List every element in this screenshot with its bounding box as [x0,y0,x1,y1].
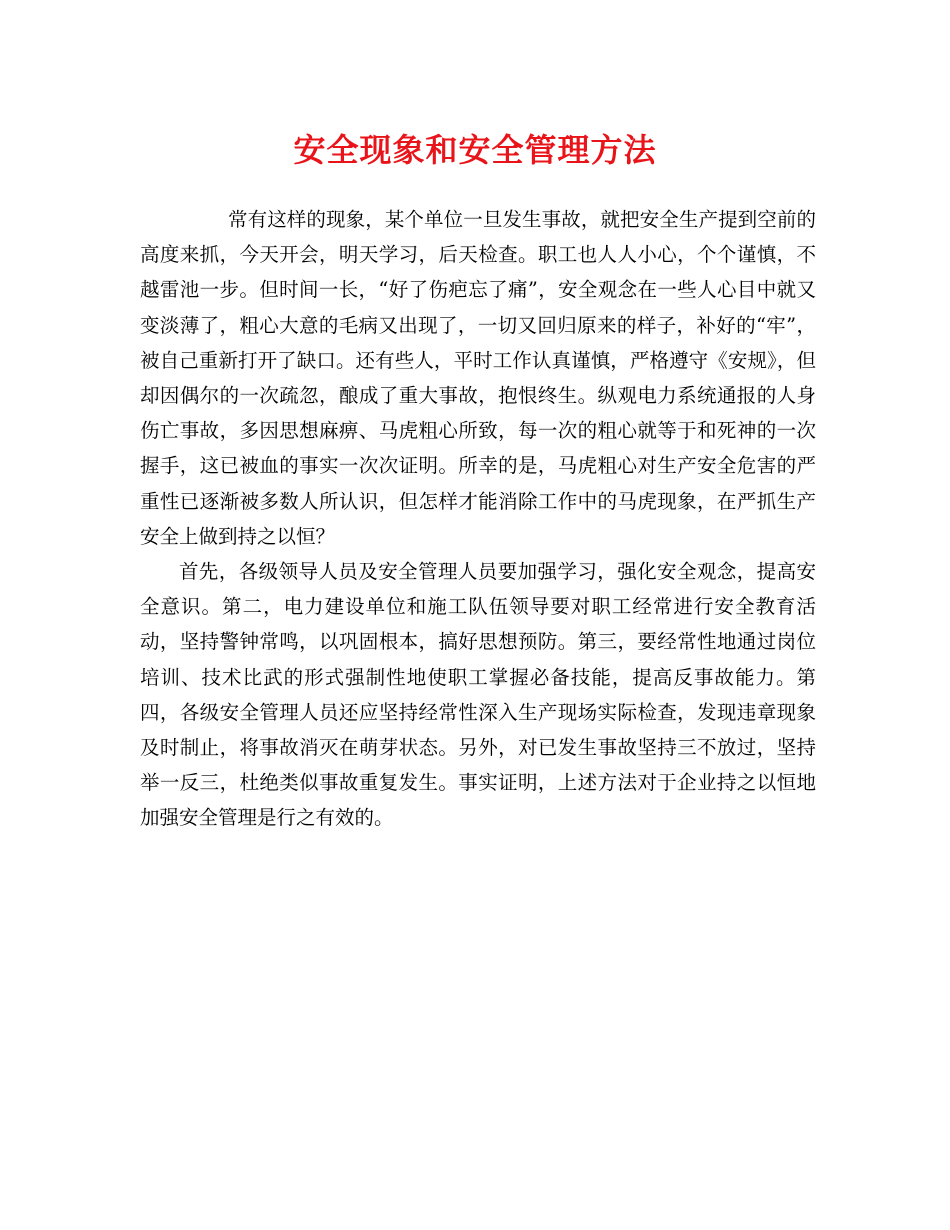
paragraph-1: 常有这样的现象，某个单位一旦发生事故，就把安全生产提到空前的高度来抓，今天开会，明天学习，后天检查。职工也人人小心，个个谨慎，不越雷池一步。但时间一长，“好了伤疤忘了痛”，安全观念在一些人心目中就又变淡薄了，粗心大意的毛病又出现了，一切又回归原来的样子，补好的“牢”，被自己重新打开了缺口。还有些人，平时工作认真谨慎，严格遵守《安规》，但却因偶尔的一次疏忽，酿成了重大事故，抱恨终生。纵观电力系统通报的人身伤亡事故，多因思想麻痹、马虎粗心所致，每一次的粗心就等于和死神的一次握手，这已被血的事实一次次证明。所幸的是，马虎粗心对生产安全危害的严重性已逐渐被多数人所认识，但怎样才能消除工作中的马虎现象，在严抓生产安全上做到持之以恒？ [140,208,816,548]
document-title: 安全现象和安全管理方法 [293,131,657,169]
document-body [140,202,816,836]
paragraph-2: 首先，各级领导人员及安全管理人员要加强学习，强化安全观念，提高安全意识。第二，电力建设单位和施工队伍领导要对职工经常进行安全教育活动，坚持警钟常鸣，以巩固根本，搞好思想预防。第三，要经常性地通过岗位培训、技术比武的形式强制性地使职工掌握必备技能，提高反事故能力。第四，各级安全管理人员还应坚持经常性深入生产现场实际检查，发现违章现象及时制止，将事故消灭在萌芽状态。另外，对已发生事故坚持三不放过，坚持举一反三，杜绝类似事故重复发生。事实证明，上述方法对于企业持之以恒地加强安全管理是行之有效的。 [140,560,816,830]
